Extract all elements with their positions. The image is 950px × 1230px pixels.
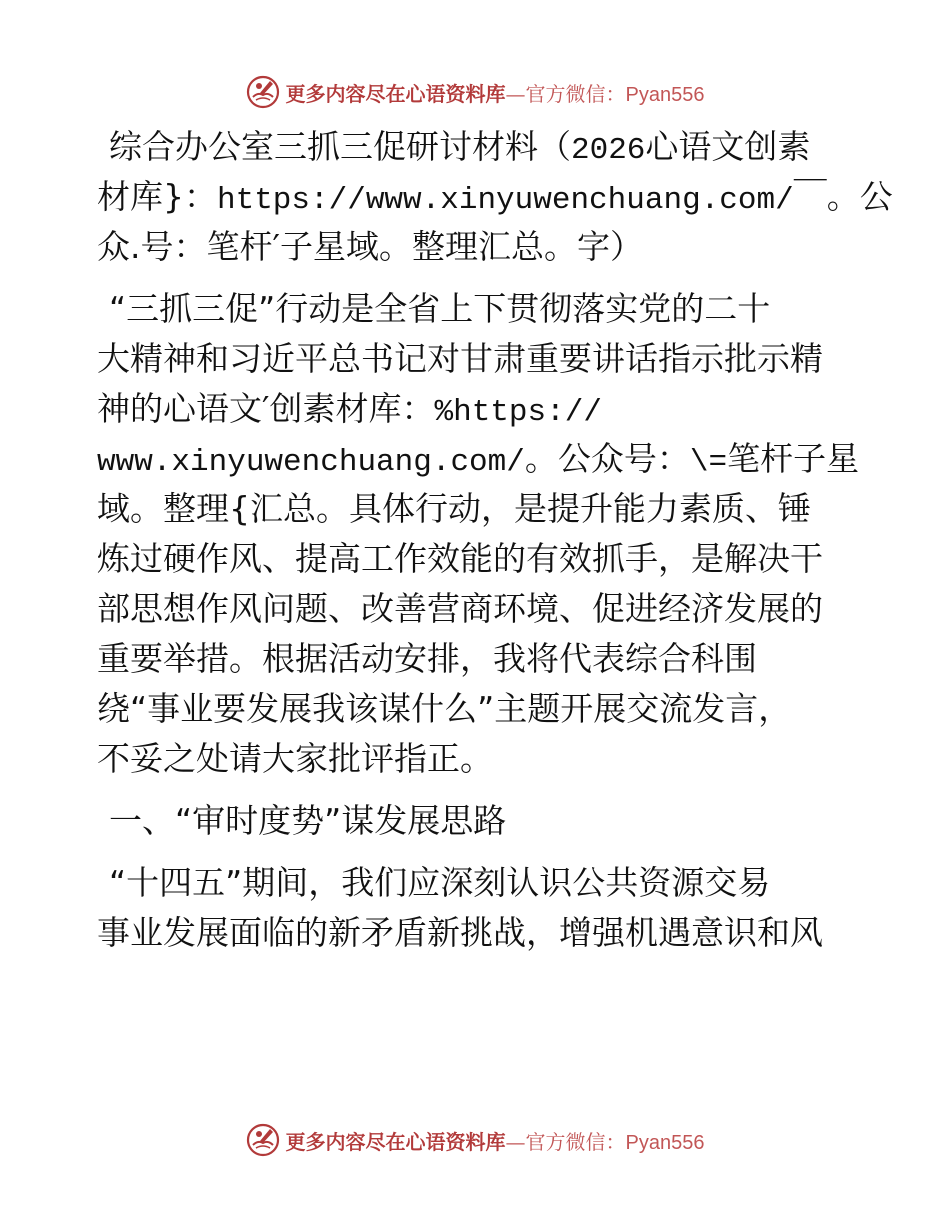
paragraph-line: “十四五”期间，我们应深刻认识公共资源交易: [109, 863, 771, 902]
paragraph-text: 。公众号：: [524, 439, 690, 478]
paragraph-line: [97, 384, 857, 434]
section-heading: 一、“审时度势”谋发展思路: [109, 801, 507, 840]
banner-main-text: 更多内容尽在心语资料库: [285, 1129, 506, 1154]
paragraph-line: 大精神和习近平总书记对甘肃重要讲话指示批示精: [97, 339, 823, 378]
header-watermark-banner: [0, 72, 950, 112]
banner-main-text: 更多内容尽在心语资料库: [285, 81, 506, 106]
paragraph-line: [97, 434, 860, 484]
paragraph-line: 重要举措。根据活动安排，我将代表综合科围: [97, 639, 757, 678]
paragraph-text: 笔杆子星: [727, 439, 860, 478]
book-pen-logo-icon: [246, 75, 280, 109]
paragraph-line: 事业发展面临的新矛盾新挑战，增强机遇意识和风: [97, 913, 823, 952]
banner-wechat-id: Pyan556: [625, 1131, 705, 1154]
banner-text: [286, 1126, 705, 1155]
title-text: 综合办公室三抓三促研讨材料（: [109, 127, 571, 166]
document-body: [97, 122, 893, 958]
paragraph-line: 炼过硬作风、提高工作效能的有效抓手，是解决干: [97, 539, 823, 578]
banner-dash: —: [505, 1129, 526, 1154]
paragraph-url: www.xinyuwenchuang.com/: [97, 445, 525, 480]
banner-wechat-label: 官方微信：: [525, 1129, 626, 1154]
paragraph-line: 部思想作风问题、改善营商环境、促进经济发展的: [97, 589, 823, 628]
title-url: https://www.xinyuwenchuang.com/: [217, 183, 794, 218]
banner-dash: —: [505, 81, 526, 106]
title-line-2: [97, 172, 893, 222]
title-text: 心语文创素: [645, 127, 811, 166]
banner-wechat-id: Pyan556: [625, 83, 705, 106]
banner-wechat-label: 官方微信：: [525, 81, 626, 106]
paragraph-symbol: \=: [689, 445, 728, 480]
title-line-1: [97, 122, 857, 172]
banner-text: [286, 78, 705, 107]
title-text: 材库}：: [97, 177, 217, 216]
paragraph-url: %https://: [434, 395, 602, 430]
paragraph-text: 神的心语文′创素材库：: [97, 389, 435, 428]
title-line-3: 众.号：笔杆′子星域。整理汇总。字）: [97, 227, 643, 266]
paragraph-line: “三抓三促”行动是全省上下贯彻落实党的二十: [109, 289, 771, 328]
footer-watermark-banner: [0, 1120, 950, 1160]
paragraph-line: 绕“事业要发展我该谋什么”主题开展交流发言，: [97, 689, 792, 728]
title-text: ￣。公: [793, 177, 893, 216]
title-year: 2026: [571, 133, 646, 168]
book-pen-logo-icon: [246, 1123, 280, 1157]
paragraph-line: 不妥之处请大家批评指正。: [97, 739, 493, 778]
paragraph-line: 域。整理{汇总。具体行动，是提升能力素质、锤: [97, 489, 811, 528]
